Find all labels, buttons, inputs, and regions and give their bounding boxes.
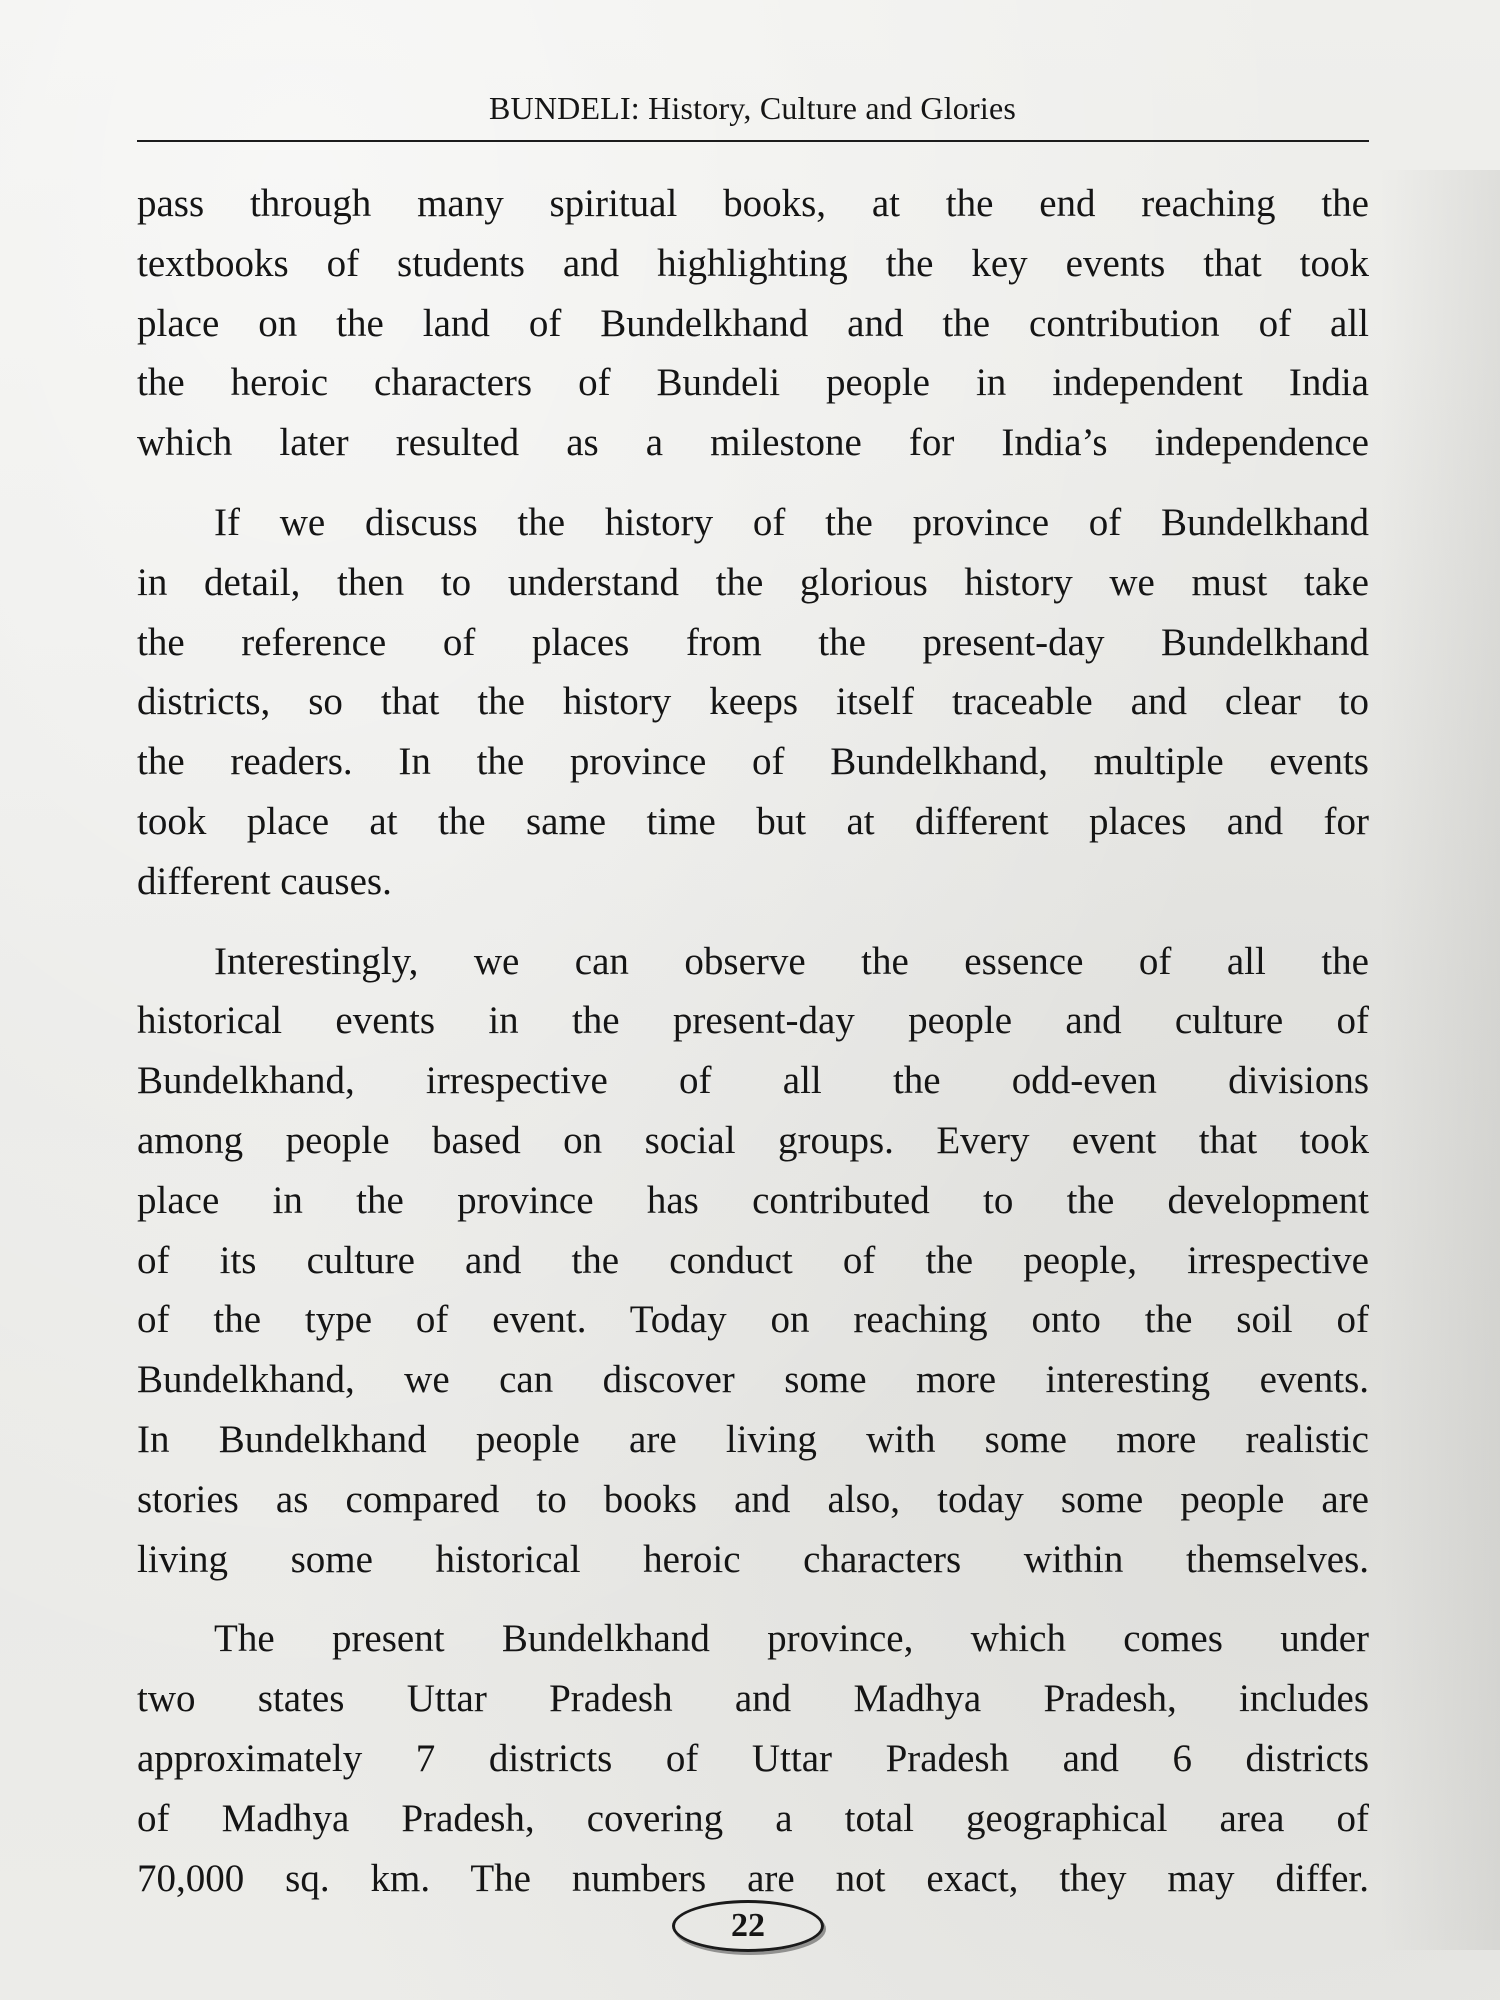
text-line: the heroic characters of Bundeli people in independent India (137, 361, 1369, 405)
running-head: BUNDELI: History, Culture and Glories (488, 90, 1017, 126)
text-line: among people based on social groups. Every event that took (137, 1118, 1369, 1162)
text-line: approximately 7 districts of Uttar Pradesh and 6 districts (137, 1736, 1369, 1780)
text-line: Bundelkhand, we can discover some more interesting events. (137, 1358, 1369, 1402)
text-line: of Madhya Pradesh, covering a total geographical area of (137, 1796, 1369, 1840)
text-line: textbooks of students and highlighting the key events that took (137, 241, 1369, 285)
paragraph-2 (137, 493, 1369, 912)
text-line: took place at the same time but at different places and for (137, 799, 1369, 843)
text-line: historical events in the present-day people and culture of (137, 999, 1369, 1043)
text-line: living some historical heroic characters within themselves. (137, 1537, 1369, 1581)
text-line: The present Bundelkhand province, which comes under (214, 1617, 1369, 1661)
text-line: of the type of event. Today on reaching onto the soil of (137, 1298, 1369, 1342)
scan-shadow (1380, 170, 1500, 1950)
body-text (137, 174, 1369, 1908)
paragraph-1 (137, 174, 1369, 473)
text-line: in detail, then to understand the glorious history we must take (137, 560, 1369, 604)
text-line: of its culture and the conduct of the people, irrespective (137, 1238, 1369, 1282)
page-number: 22 (672, 1900, 824, 1952)
text-line: the reference of places from the present-day Bundelkhand (137, 620, 1369, 664)
text-line: different causes. (137, 859, 392, 903)
text-line: stories as compared to books and also, today some people are (137, 1477, 1369, 1521)
text-line: place in the province has contributed to the development (137, 1178, 1369, 1222)
text-line: pass through many spiritual books, at the end reaching the (137, 182, 1369, 225)
text-line: the readers. In the province of Bundelkhand, multiple events (137, 740, 1369, 784)
text-line: districts, so that the history keeps itself traceable and clear to (137, 680, 1369, 724)
header-rule (137, 140, 1369, 142)
paragraph-4 (137, 1609, 1369, 1908)
text-line: In Bundelkhand people are living with some more realistic (137, 1417, 1369, 1461)
text-line: Interestingly, we can observe the essence of all the (214, 939, 1369, 983)
paragraph-3 (137, 932, 1369, 1590)
text-line: which later resulted as a milestone for India’s independence (137, 421, 1369, 465)
text-line: place on the land of Bundelkhand and the contribution of all (137, 301, 1369, 345)
text-line: two states Uttar Pradesh and Madhya Pradesh, includes (137, 1677, 1369, 1721)
text-line: If we discuss the history of the province of Bundelkhand (214, 500, 1369, 544)
text-line: 70,000 sq. km. The numbers are not exact, they may differ. (137, 1856, 1369, 1900)
text-line: Bundelkhand, irrespective of all the odd-even divisions (137, 1059, 1369, 1103)
